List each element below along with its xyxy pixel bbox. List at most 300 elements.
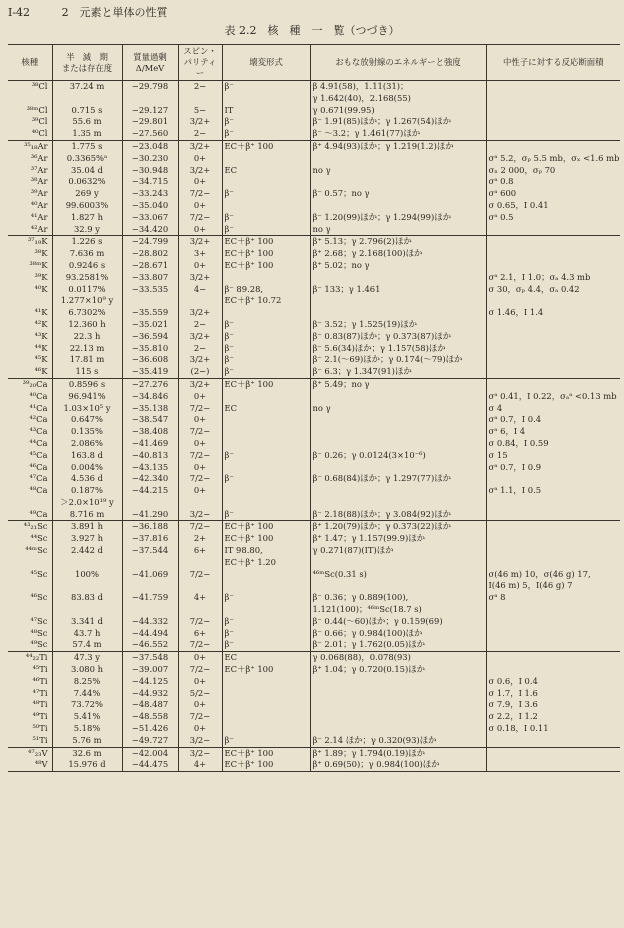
column-header: 質量過剰 Δ/MeV bbox=[122, 45, 178, 81]
table-cell: σᵃ 1.1，I 0.5 bbox=[486, 485, 620, 497]
table-cell: 6.7302% bbox=[52, 307, 122, 319]
table-cell: 8.716 m bbox=[52, 509, 122, 521]
table-cell: ⁴⁹Ca bbox=[29, 508, 48, 519]
table-row bbox=[8, 128, 620, 140]
table-cell: σ 1.46，I 1.4 bbox=[486, 307, 620, 319]
table-cell: β⁻ 1.20(99)ほか；γ 1.294(99)ほか bbox=[310, 212, 486, 224]
table-cell bbox=[486, 735, 620, 747]
table-cell: σᵃ 5.2，σₚ 5.5 mb，σₓ <1.6 mb bbox=[486, 153, 620, 165]
table-row bbox=[8, 759, 620, 771]
table-cell: 7/2− bbox=[178, 711, 222, 723]
table-row bbox=[8, 391, 620, 403]
table-cell bbox=[222, 200, 310, 212]
table-cell bbox=[486, 343, 620, 355]
table-row bbox=[8, 81, 620, 93]
table-cell bbox=[52, 604, 122, 616]
table-cell bbox=[310, 295, 486, 307]
table-row bbox=[8, 616, 620, 628]
table-cell: β⁺ 1.47；γ 1.157(99.9)ほか bbox=[310, 533, 486, 545]
table-cell: σ 0.65，I 0.41 bbox=[486, 200, 620, 212]
table-cell: 0+ bbox=[178, 723, 222, 735]
table-cell: 7/2− bbox=[178, 426, 222, 438]
table-row bbox=[8, 509, 620, 521]
table-cell bbox=[310, 723, 486, 735]
table-row bbox=[8, 592, 620, 604]
table-row bbox=[8, 676, 620, 688]
table-cell bbox=[222, 391, 310, 403]
table-cell: σᵃ 8 bbox=[486, 592, 620, 604]
table-cell bbox=[486, 616, 620, 628]
table-cell: EC＋β⁺ 100 bbox=[222, 248, 310, 260]
table-cell: σᵃ 0.41，I 0.22，σₐᵃ <0.13 mb bbox=[486, 391, 620, 403]
table-cell bbox=[310, 391, 486, 403]
table-cell bbox=[222, 676, 310, 688]
table-cell: 93.2581% bbox=[52, 272, 122, 284]
nuclide-table bbox=[8, 44, 620, 772]
table-cell: ⁴²Ar bbox=[30, 223, 48, 234]
table-cell: EC＋β⁺ 100 bbox=[222, 521, 310, 533]
table-cell: ⁴⁵Sc bbox=[30, 568, 48, 579]
table-cell: 3/2+ bbox=[178, 331, 222, 343]
table-cell bbox=[8, 557, 52, 569]
table-row bbox=[8, 378, 620, 390]
table-cell bbox=[52, 93, 122, 105]
table-cell: 0.8596 s bbox=[52, 378, 122, 390]
table-cell: 0+ bbox=[178, 438, 222, 450]
table-cell: −41.759 bbox=[122, 592, 178, 604]
table-cell: β⁻ 0.66；γ 0.984(100)ほか bbox=[310, 628, 486, 640]
table-cell bbox=[486, 378, 620, 390]
table-row bbox=[8, 497, 620, 509]
table-cell: 0+ bbox=[178, 260, 222, 272]
table-cell: 0.9246 s bbox=[52, 260, 122, 272]
table-cell: ⁴⁴₂₂Ti bbox=[8, 652, 52, 664]
table-row bbox=[8, 747, 620, 759]
table-cell: ⁴⁶Ca bbox=[29, 461, 48, 472]
table-cell: σᵃ 0.5 bbox=[486, 212, 620, 224]
table-cell bbox=[486, 140, 620, 152]
table-cell: β⁻ 6.3；γ 1.347(91)ほか bbox=[310, 366, 486, 378]
table-row bbox=[8, 533, 620, 545]
table-cell: β⁻ 0.57；no γ bbox=[310, 188, 486, 200]
table-cell bbox=[310, 485, 486, 497]
table-cell: σ(46 m) 10，σ(46 g) 17, bbox=[486, 569, 620, 581]
table-row bbox=[8, 93, 620, 105]
table-cell: σᵃ 0.7，I 0.9 bbox=[486, 462, 620, 474]
table-cell: ⁴⁸Ca bbox=[29, 485, 48, 496]
table-cell: 0+ bbox=[178, 153, 222, 165]
table-cell bbox=[486, 628, 620, 640]
table-cell bbox=[486, 93, 620, 105]
table-cell: ⁴⁷₂₃V bbox=[8, 747, 52, 759]
table-cell: 3/2+ bbox=[178, 165, 222, 177]
table-row bbox=[8, 354, 620, 366]
table-cell: 0+ bbox=[178, 676, 222, 688]
table-cell: −44.475 bbox=[122, 759, 178, 771]
table-cell: ⁴⁰K bbox=[34, 283, 48, 294]
table-cell: σᵃ 600 bbox=[486, 188, 620, 200]
table-cell: −23.048 bbox=[122, 140, 178, 152]
table-row bbox=[8, 236, 620, 248]
table-cell: σᵃ 0.7，I 0.4 bbox=[486, 414, 620, 426]
table-cell: β⁻ 0.44(～60)ほか；γ 0.159(69) bbox=[310, 616, 486, 628]
table-cell: β⁻ bbox=[222, 366, 310, 378]
table-cell: 7/2− bbox=[178, 473, 222, 485]
table-cell bbox=[222, 485, 310, 497]
table-cell bbox=[310, 462, 486, 474]
table-cell: ⁴⁴Sc bbox=[30, 533, 48, 544]
table-cell bbox=[222, 153, 310, 165]
table-cell: 3/2+ bbox=[178, 354, 222, 366]
table-cell: −34.715 bbox=[122, 176, 178, 188]
table-row bbox=[8, 699, 620, 711]
table-cell: no γ bbox=[310, 165, 486, 177]
table-cell: 17.81 m bbox=[52, 354, 122, 366]
table-cell bbox=[122, 93, 178, 105]
table-cell: −30.948 bbox=[122, 165, 178, 177]
table-cell: 7/2− bbox=[178, 521, 222, 533]
table-cell: −44.494 bbox=[122, 628, 178, 640]
table-cell: 0+ bbox=[178, 485, 222, 497]
table-cell bbox=[222, 699, 310, 711]
table-cell: 7/2− bbox=[178, 639, 222, 651]
table-cell: 1.277×10⁹ y bbox=[52, 295, 122, 307]
table-cell: 7.636 m bbox=[52, 248, 122, 260]
table-cell: ⁴⁴ᵐSc bbox=[25, 545, 48, 556]
table-cell: β⁻ bbox=[222, 212, 310, 224]
table-cell bbox=[486, 116, 620, 128]
table-cell: ³⁸ᵐCl bbox=[26, 104, 48, 115]
table-cell: −40.813 bbox=[122, 450, 178, 462]
column-header: 中性子に対する反応断面積 bbox=[486, 45, 620, 81]
table-cell: −41.290 bbox=[122, 509, 178, 521]
table-cell: ³⁹Ar bbox=[30, 188, 48, 199]
table-cell: 3.341 d bbox=[52, 616, 122, 628]
table-cell bbox=[8, 497, 52, 509]
table-cell bbox=[486, 260, 620, 272]
table-cell bbox=[486, 224, 620, 236]
table-cell: 7/2− bbox=[178, 403, 222, 415]
table-row bbox=[8, 307, 620, 319]
table-cell: −35.138 bbox=[122, 403, 178, 415]
table-cell: β⁺ 2.68；γ 2.168(100)ほか bbox=[310, 248, 486, 260]
table-row bbox=[8, 639, 620, 651]
table-cell: −35.021 bbox=[122, 319, 178, 331]
table-cell: 83.83 d bbox=[52, 592, 122, 604]
table-row bbox=[8, 462, 620, 474]
table-cell: 5/2− bbox=[178, 688, 222, 700]
table-cell bbox=[310, 688, 486, 700]
table-cell bbox=[310, 272, 486, 284]
table-row bbox=[8, 188, 620, 200]
table-cell: ⁵¹Ti bbox=[32, 734, 48, 745]
table-cell: σᵃ 6，I 4 bbox=[486, 426, 620, 438]
table-cell: ³⁸K bbox=[34, 248, 48, 259]
table-cell: β⁻ bbox=[222, 473, 310, 485]
table-cell: β⁻ 2.14 ほか；γ 0.320(93)ほか bbox=[310, 735, 486, 747]
table-cell: 3/2+ bbox=[178, 378, 222, 390]
table-row bbox=[8, 105, 620, 117]
table-cell: −27.276 bbox=[122, 378, 178, 390]
table-cell bbox=[486, 473, 620, 485]
table-cell bbox=[8, 93, 52, 105]
table-row bbox=[8, 450, 620, 462]
table-cell: 37.24 m bbox=[52, 81, 122, 93]
table-cell bbox=[310, 307, 486, 319]
table-cell: 22.13 m bbox=[52, 343, 122, 355]
table-cell: 2− bbox=[178, 128, 222, 140]
table-cell: EC＋β⁺ 100 bbox=[222, 759, 310, 771]
table-cell: ⁴³Ca bbox=[29, 426, 48, 437]
table-row bbox=[8, 366, 620, 378]
table-cell: −27.560 bbox=[122, 128, 178, 140]
table-cell: −39.007 bbox=[122, 664, 178, 676]
table-cell bbox=[486, 366, 620, 378]
table-cell bbox=[222, 462, 310, 474]
table-cell: β⁻ bbox=[222, 343, 310, 355]
table-cell: −35.810 bbox=[122, 343, 178, 355]
table-cell: 3.080 h bbox=[52, 664, 122, 676]
table-cell: β⁺ 1.04；γ 0.720(0.15)ほか bbox=[310, 664, 486, 676]
table-cell: β⁻ 0.26；γ 0.0124(3×10⁻⁶) bbox=[310, 450, 486, 462]
table-cell bbox=[310, 711, 486, 723]
table-cell: EC＋β⁺ 100 bbox=[222, 236, 310, 248]
column-header: スピン・ パリティー bbox=[178, 45, 222, 81]
table-cell: ⁴⁷Ti bbox=[32, 687, 48, 698]
table-cell: 4.536 d bbox=[52, 473, 122, 485]
table-cell bbox=[486, 295, 620, 307]
table-cell: β⁻ 0.68(84)ほか；γ 1.297(77)ほか bbox=[310, 473, 486, 485]
table-cell: 6+ bbox=[178, 545, 222, 557]
table-cell: 1.226 s bbox=[52, 236, 122, 248]
column-header: おもな放射線のエネルギーと強度 bbox=[310, 45, 486, 81]
table-cell: ⁴⁴Ca bbox=[29, 437, 48, 448]
table-cell: −35.040 bbox=[122, 200, 178, 212]
table-cell: ⁴⁵K bbox=[34, 354, 48, 365]
table-cell: ⁴⁶K bbox=[34, 366, 48, 377]
table-cell bbox=[486, 652, 620, 664]
table-cell: −35.419 bbox=[122, 366, 178, 378]
table-cell: ⁴¹Ca bbox=[29, 402, 48, 413]
column-header: 半 減 期 または存在度 bbox=[52, 45, 122, 81]
table-cell bbox=[486, 105, 620, 117]
table-cell: 7/2− bbox=[178, 450, 222, 462]
table-cell bbox=[8, 604, 52, 616]
table-cell: 2+ bbox=[178, 533, 222, 545]
table-cell: 0+ bbox=[178, 462, 222, 474]
table-cell: I(46 m) 5，I(46 g) 7 bbox=[486, 580, 620, 592]
table-row bbox=[8, 580, 620, 592]
table-cell bbox=[486, 557, 620, 569]
table-cell bbox=[178, 295, 222, 307]
table-cell: β⁻ bbox=[222, 188, 310, 200]
table-cell: β⁻ 2.18(88)ほか；γ 3.084(92)ほか bbox=[310, 509, 486, 521]
table-row bbox=[8, 165, 620, 177]
table-cell: no γ bbox=[310, 403, 486, 415]
table-row bbox=[8, 557, 620, 569]
table-cell bbox=[52, 580, 122, 592]
table-cell: 22.3 h bbox=[52, 331, 122, 343]
table-cell bbox=[178, 580, 222, 592]
table-cell: β⁻ 0.83(87)ほか；γ 0.373(87)ほか bbox=[310, 331, 486, 343]
table-cell: β⁻ bbox=[222, 224, 310, 236]
table-header-row bbox=[8, 45, 620, 81]
table-cell: β⁻ 133；γ 1.461 bbox=[310, 284, 486, 296]
table-cell: −29.801 bbox=[122, 116, 178, 128]
table-cell: ⁴⁸V bbox=[8, 759, 52, 771]
table-cell: β⁺ 1.89；γ 1.794(0.19)ほか bbox=[310, 747, 486, 759]
table-cell bbox=[486, 236, 620, 248]
table-cell: ⁴⁵Ti bbox=[32, 664, 48, 675]
table-cell bbox=[486, 533, 620, 545]
table-cell: 0+ bbox=[178, 224, 222, 236]
table-cell: β⁻ 1.91(85)ほか；γ 1.267(54)ほか bbox=[310, 116, 486, 128]
table-cell: EC＋β⁺ 100 bbox=[222, 140, 310, 152]
table-cell: −44.932 bbox=[122, 688, 178, 700]
table-cell bbox=[122, 580, 178, 592]
table-cell: EC bbox=[222, 403, 310, 415]
table-cell bbox=[178, 604, 222, 616]
table-cell: 96.941% bbox=[52, 391, 122, 403]
table-row bbox=[8, 414, 620, 426]
table-cell bbox=[122, 497, 178, 509]
table-cell: ³⁸Ar bbox=[30, 176, 48, 187]
table-cell: ³⁶Ar bbox=[30, 152, 48, 163]
table-row bbox=[8, 343, 620, 355]
table-cell: σₙ 2 000，σₚ 70 bbox=[486, 165, 620, 177]
table-cell: β⁺ 5.13；γ 2.796(2)ほか bbox=[310, 236, 486, 248]
table-cell: −36.188 bbox=[122, 521, 178, 533]
table-cell bbox=[222, 307, 310, 319]
table-cell: 35.04 d bbox=[52, 165, 122, 177]
table-cell: 5.76 m bbox=[52, 735, 122, 747]
table-cell bbox=[486, 521, 620, 533]
table-cell: γ 0.671(99.95) bbox=[310, 105, 486, 117]
table-body bbox=[8, 81, 620, 772]
table-cell bbox=[310, 580, 486, 592]
table-cell: σ 0.6，I 0.4 bbox=[486, 676, 620, 688]
table-cell: β⁻ bbox=[222, 128, 310, 140]
table-cell: −24.799 bbox=[122, 236, 178, 248]
table-cell: 1.03×10⁵ y bbox=[52, 403, 122, 415]
table-cell bbox=[310, 557, 486, 569]
table-row bbox=[8, 473, 620, 485]
table-cell: 3/2− bbox=[178, 747, 222, 759]
table-row bbox=[8, 628, 620, 640]
table-cell: −29.798 bbox=[122, 81, 178, 93]
table-cell: 4− bbox=[178, 284, 222, 296]
table-cell: −38.408 bbox=[122, 426, 178, 438]
table-cell: −33.243 bbox=[122, 188, 178, 200]
table-cell: 0.647% bbox=[52, 414, 122, 426]
table-cell bbox=[486, 664, 620, 676]
table-cell: EC bbox=[222, 652, 310, 664]
table-row bbox=[8, 224, 620, 236]
table-cell: −28.671 bbox=[122, 260, 178, 272]
table-cell: −30.230 bbox=[122, 153, 178, 165]
table-cell: 0+ bbox=[178, 200, 222, 212]
table-cell: 5.18% bbox=[52, 723, 122, 735]
table-cell bbox=[52, 557, 122, 569]
table-cell: β⁻ 2.1(～69)ほか；γ 0.174(～79)ほか bbox=[310, 354, 486, 366]
table-cell: EC＋β⁺ 10.72 bbox=[222, 295, 310, 307]
table-cell: ⁴⁰Ar bbox=[30, 199, 48, 210]
table-cell: −33.807 bbox=[122, 272, 178, 284]
table-cell: 0+ bbox=[178, 176, 222, 188]
table-cell: 1.35 m bbox=[52, 128, 122, 140]
table-cell: 2− bbox=[178, 319, 222, 331]
table-cell: IT 98.80, bbox=[222, 545, 310, 557]
table-cell: −34.846 bbox=[122, 391, 178, 403]
table-cell: 32.6 m bbox=[52, 747, 122, 759]
table-cell: ³⁷Ar bbox=[30, 164, 48, 175]
table-cell: 8.25% bbox=[52, 676, 122, 688]
table-cell: ⁴⁶Sc bbox=[30, 592, 48, 603]
table-cell bbox=[486, 545, 620, 557]
table-cell bbox=[222, 604, 310, 616]
table-cell: β⁻ bbox=[222, 735, 310, 747]
table-cell: ⁴⁹Sc bbox=[30, 639, 48, 650]
table-cell: 3/2+ bbox=[178, 236, 222, 248]
table-cell: ⁴⁰Ca bbox=[29, 390, 48, 401]
table-cell: −36.594 bbox=[122, 331, 178, 343]
table-cell: 12.360 h bbox=[52, 319, 122, 331]
table-cell: EC＋β⁺ 100 bbox=[222, 664, 310, 676]
table-cell: 3/2− bbox=[178, 509, 222, 521]
table-cell: ⁴⁴K bbox=[34, 342, 48, 353]
table-cell: EC bbox=[222, 165, 310, 177]
table-cell: EC＋β⁺ 100 bbox=[222, 533, 310, 545]
table-row bbox=[8, 688, 620, 700]
table-row bbox=[8, 485, 620, 497]
table-cell bbox=[178, 93, 222, 105]
table-cell: β⁻ 5.6(34)ほか；γ 1.157(58)ほか bbox=[310, 343, 486, 355]
table-row bbox=[8, 426, 620, 438]
table-cell: 57.4 m bbox=[52, 639, 122, 651]
table-cell: ⁴⁸Sc bbox=[30, 627, 48, 638]
table-cell bbox=[486, 747, 620, 759]
table-cell: β⁻ bbox=[222, 592, 310, 604]
table-row bbox=[8, 176, 620, 188]
table-row bbox=[8, 652, 620, 664]
table-row bbox=[8, 319, 620, 331]
table-cell: 15.976 d bbox=[52, 759, 122, 771]
table-cell: γ 1.642(40)，2.168(55) bbox=[310, 93, 486, 105]
table-cell: ⁴³₂₁Sc bbox=[8, 521, 52, 533]
table-cell bbox=[486, 509, 620, 521]
table-cell: 7/2− bbox=[178, 188, 222, 200]
table-cell bbox=[310, 438, 486, 450]
table-cell: −42.340 bbox=[122, 473, 178, 485]
table-row bbox=[8, 723, 620, 735]
table-cell: 32.9 y bbox=[52, 224, 122, 236]
table-cell: 1.121(100)；⁴⁶ᵐSc(18.7 s) bbox=[310, 604, 486, 616]
table-cell bbox=[222, 426, 310, 438]
table-cell: 7.44% bbox=[52, 688, 122, 700]
table-cell: β⁻ 2.01；γ 1.762(0.05)ほか bbox=[310, 639, 486, 651]
table-cell: ³⁵₁₈Ar bbox=[8, 140, 52, 152]
table-cell: σ 2.2，I 1.2 bbox=[486, 711, 620, 723]
table-cell bbox=[486, 759, 620, 771]
table-row bbox=[8, 664, 620, 676]
table-cell bbox=[310, 153, 486, 165]
table-cell: β⁻ bbox=[222, 116, 310, 128]
table-cell: σᵃ 0.8 bbox=[486, 176, 620, 188]
table-cell: 3/2+ bbox=[178, 116, 222, 128]
table-row bbox=[8, 116, 620, 128]
table-cell bbox=[222, 272, 310, 284]
table-cell: −48.487 bbox=[122, 699, 178, 711]
